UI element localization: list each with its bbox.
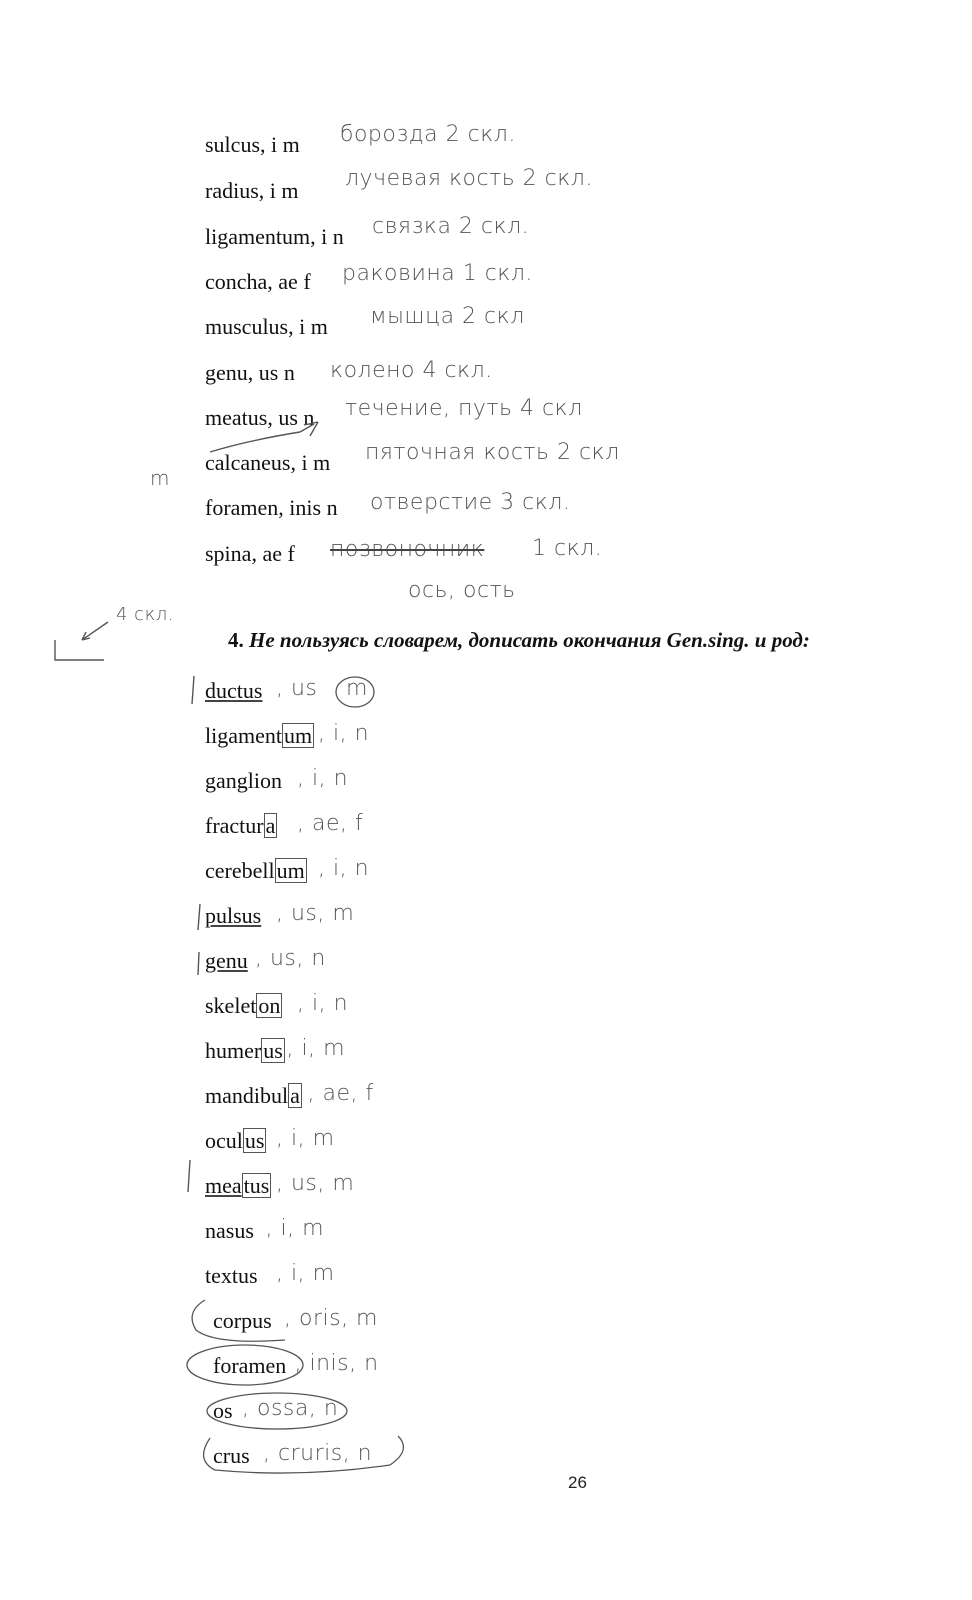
vocab-handwritten-note: мышца 2 скл xyxy=(370,304,525,329)
word-stem: cerebell xyxy=(205,858,275,883)
exercise-word xyxy=(213,1353,286,1379)
handwritten-answer: , i, m xyxy=(265,1216,325,1241)
exercise-word xyxy=(205,768,282,794)
vocab-latin: foramen, inis n xyxy=(205,495,338,520)
word-ending-boxed: us xyxy=(244,1128,265,1153)
handwritten-answer: , i, n xyxy=(297,766,349,791)
handwritten-answer: , i, m xyxy=(276,1261,335,1286)
exercise-title: Не пользуясь словарем, дописать окончания Gen.sing. и род: xyxy=(249,628,810,652)
exercise-heading xyxy=(228,628,810,653)
handwritten-answer: , i, m xyxy=(276,1126,335,1151)
word-ending-boxed: us xyxy=(263,1038,283,1063)
word-stem: mea xyxy=(205,1173,242,1198)
word-stem: foramen xyxy=(213,1353,287,1378)
vocab-handwritten-note: борозда 2 скл. xyxy=(340,122,516,147)
exercise-word xyxy=(205,678,262,704)
margin-note-declension: 4 скл. xyxy=(116,604,174,625)
word-stem: corpus xyxy=(213,1308,272,1333)
vocab-latin: musculus, i m xyxy=(205,314,328,339)
vocab-handwritten-note: пяточная кость 2 скл xyxy=(365,440,620,465)
vocab-latin: ligamentum, i n xyxy=(205,224,344,249)
word-stem: ductus xyxy=(205,678,263,703)
vocab-handwritten-note: связка 2 скл. xyxy=(372,214,530,239)
vocab-handwritten-note: отверстие 3 скл. xyxy=(370,490,571,515)
word-stem: mandibul xyxy=(205,1083,289,1108)
exercise-word xyxy=(205,1128,266,1154)
vocab-handwritten-note: 1 скл. xyxy=(532,536,603,561)
handwritten-answer: , cruris, n xyxy=(263,1441,373,1466)
vocab-latin: meatus, us n xyxy=(205,405,315,430)
word-ending-boxed: um xyxy=(283,723,313,748)
vocab-handwritten-note: лучевая кость 2 скл. xyxy=(345,166,593,191)
vocab-latin: radius, i m xyxy=(205,178,299,203)
vocab-handwritten-note: колено 4 скл. xyxy=(330,358,493,383)
vocab-handwritten-note: раковина 1 скл. xyxy=(342,261,533,286)
margin-note-m: m xyxy=(150,466,170,490)
exercise-word xyxy=(205,948,248,974)
vocab-latin: spina, ae f xyxy=(205,541,295,566)
word-stem: fractur xyxy=(205,813,264,838)
handwritten-answer: , us, m xyxy=(276,1171,355,1196)
handwritten-gender-circled: m xyxy=(346,676,368,701)
word-ending-boxed: tus xyxy=(243,1173,270,1198)
vocab-latin: concha, ae f xyxy=(205,269,311,294)
handwritten-answer: , i, n xyxy=(297,991,349,1016)
exercise-word xyxy=(205,1173,271,1199)
exercise-word xyxy=(213,1443,250,1469)
handwritten-answer: , ae, f xyxy=(307,1081,374,1106)
word-stem: textus xyxy=(205,1263,258,1288)
vocab-latin: genu, us n xyxy=(205,360,295,385)
handwritten-answer: , oris, m xyxy=(284,1306,378,1331)
word-stem: genu xyxy=(205,948,248,973)
word-ending-boxed: a xyxy=(265,813,276,838)
exercise-word xyxy=(205,1083,302,1109)
exercise-word xyxy=(205,813,277,839)
exercise-word xyxy=(205,1038,285,1064)
word-ending-boxed: a xyxy=(290,1083,300,1108)
word-stem: nasus xyxy=(205,1218,254,1243)
word-stem: pulsus xyxy=(205,903,262,928)
handwritten-answer: , i, n xyxy=(318,856,370,881)
handwritten-answer: , us, m xyxy=(276,901,355,926)
handwritten-answer: , i, m xyxy=(286,1036,346,1061)
handwritten-answer: , us xyxy=(276,676,318,701)
word-stem: ligament xyxy=(205,723,282,748)
handwritten-answer: , ae, f xyxy=(297,811,364,836)
exercise-word xyxy=(205,1263,258,1289)
handwritten-answer: , us, n xyxy=(255,946,326,971)
word-stem: humer xyxy=(205,1038,262,1063)
word-stem: ganglion xyxy=(205,768,282,793)
handwritten-answer: , i, n xyxy=(318,721,370,746)
page-number: 26 xyxy=(568,1473,587,1492)
vocab-handwritten-note-struck: позвоночник xyxy=(330,537,485,562)
vocab-handwritten-note: течение, путь 4 скл xyxy=(345,396,583,421)
exercise-number: 4. xyxy=(228,628,244,652)
word-stem: skelet xyxy=(205,993,257,1018)
word-ending-boxed: on xyxy=(258,993,281,1018)
handwritten-answer: , ossa, n xyxy=(242,1396,339,1421)
exercise-word xyxy=(205,858,307,884)
vocab-latin: calcaneus, i m xyxy=(205,450,331,475)
exercise-word xyxy=(205,903,261,929)
exercise-word xyxy=(205,1218,254,1244)
exercise-word xyxy=(213,1398,233,1424)
vocab-handwritten-note-below: ось, ость xyxy=(408,578,516,603)
word-stem: ocul xyxy=(205,1128,243,1153)
word-ending-boxed: um xyxy=(276,858,305,883)
exercise-word xyxy=(205,993,282,1019)
exercise-word xyxy=(213,1308,272,1334)
vocab-latin: sulcus, i m xyxy=(205,132,300,157)
word-stem: os xyxy=(213,1398,233,1423)
exercise-word xyxy=(205,723,314,749)
handwritten-answer: , inis, n xyxy=(294,1351,379,1376)
word-stem: crus xyxy=(213,1443,250,1468)
